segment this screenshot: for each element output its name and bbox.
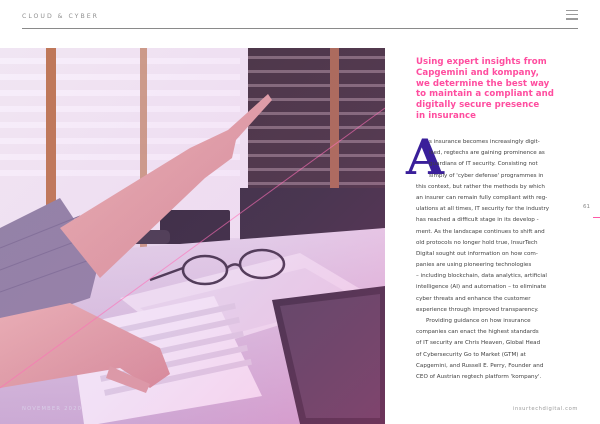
- body-line: companies can enact the highest standards: [416, 329, 539, 336]
- article-photo: [0, 48, 385, 424]
- article-body: [416, 137, 576, 383]
- drop-cap: A: [406, 128, 445, 186]
- body-line: Digital sought out information on how com-: [416, 250, 538, 257]
- body-line: old protocols no longer hold true, InsurTech: [416, 239, 538, 246]
- body-line: Capgemini, and Russell E. Perry, Founder and: [416, 362, 544, 369]
- body-line: an insurer can remain fully compliant with reg-: [416, 194, 548, 201]
- page-header: [22, 6, 578, 29]
- headline-line: Using expert insights from: [416, 57, 547, 67]
- body-line: intelligence (AI) and automation – to eliminate: [416, 284, 547, 291]
- headline-line: digitally secure presence: [416, 100, 540, 111]
- body-line: Providing guidance on how insurance: [426, 318, 531, 324]
- footer-issue: NOVEMBER 2020: [22, 406, 83, 412]
- body-line: ment. As the landscape continues to shift and: [416, 228, 545, 235]
- headline-line: in insurance: [416, 110, 477, 121]
- body-line: CEO of Austrian regtech platform 'kompany'.: [416, 373, 542, 380]
- body-line: this context, but rather the methods by which: [416, 183, 545, 190]
- body-line: – including blockchain, data analytics, artificial: [416, 273, 547, 280]
- body-line: cyber threats and enhance the customer: [416, 295, 531, 302]
- body-line: of Cybersecurity Go to Market (GTM) at: [416, 351, 526, 358]
- body-line: of IT security are Chris Heaven, Global Head: [416, 340, 541, 347]
- body-line: s insurance becomes increasingly digit-: [429, 139, 540, 145]
- footer-website-link[interactable]: insurtechdigital.com: [512, 406, 578, 412]
- page-marker-line: [593, 217, 600, 218]
- hamburger-menu-icon[interactable]: [566, 10, 578, 21]
- headline-line: we determine the best way: [416, 78, 550, 89]
- page-number: 61: [583, 204, 590, 210]
- headline-line: Capgemini and kompany,: [416, 67, 539, 78]
- body-line: ised, regtechs are gaining prominence as: [429, 150, 545, 157]
- article-headline: [416, 57, 576, 122]
- section-label: CLOUD & CYBER: [22, 13, 99, 20]
- body-line: experience through improved transparency.: [416, 306, 539, 313]
- body-line: ulations at all times, IT security for the industry: [416, 206, 550, 213]
- body-line: has reached a difficult stage in its develop -: [416, 217, 539, 224]
- body-line: panies are using pioneering technologies: [416, 262, 532, 269]
- body-line: guardians of IT security. Consisting not: [429, 161, 538, 168]
- headline-line: to maintain a compliant and: [416, 89, 555, 100]
- body-line: simply of 'cyber defense' programmes in: [429, 172, 544, 179]
